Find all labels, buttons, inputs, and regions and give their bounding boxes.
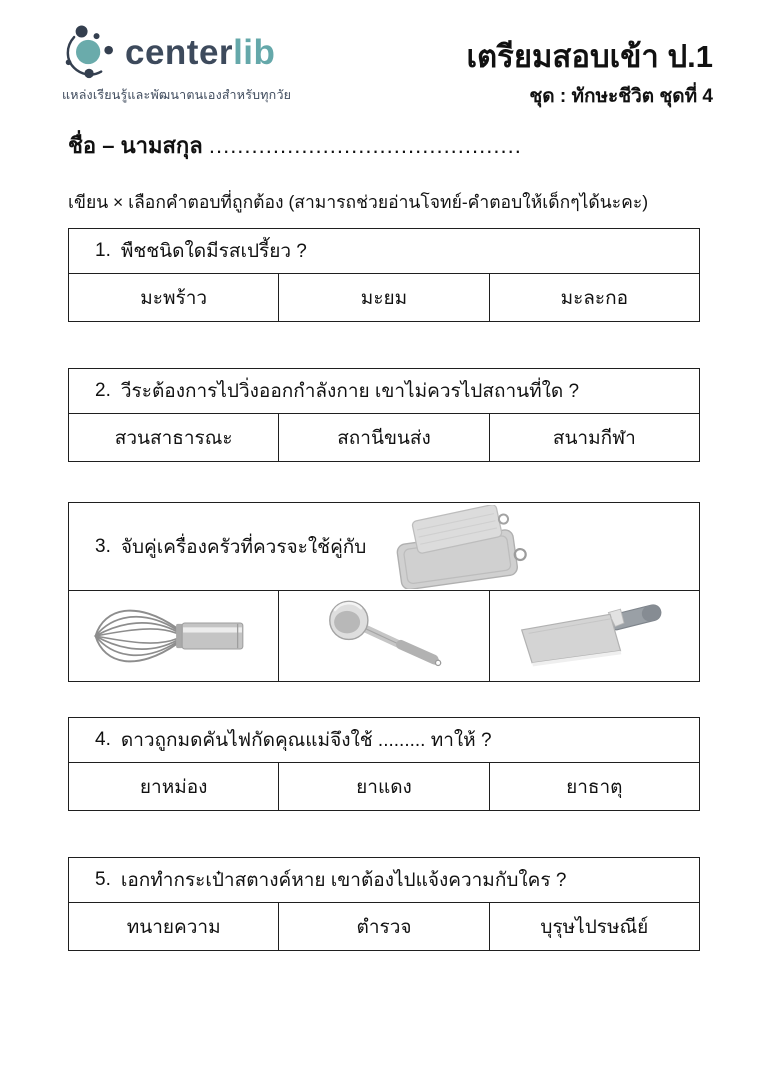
- ladle-image: [296, 597, 471, 675]
- question-3-number: 3.: [95, 535, 111, 557]
- question-4-number: 4.: [95, 729, 111, 750]
- orbit-dots-logo-icon: [62, 24, 118, 80]
- q2-answer-cell-1[interactable]: สวนสาธารณะ: [69, 414, 279, 461]
- question-2-label: [69, 369, 699, 414]
- brand-center: center: [125, 32, 234, 72]
- name-line: [68, 128, 522, 163]
- question-4-label: [69, 718, 699, 763]
- question-1-label: [69, 229, 699, 274]
- name-label: ชื่อ – นามสกุล: [68, 133, 203, 158]
- brand-lib: lib: [233, 32, 276, 72]
- q2-answer-cell-3[interactable]: สนามกีฬา: [552, 427, 636, 449]
- q4-answer-cell-2[interactable]: ยาแดง: [279, 763, 489, 810]
- q5-answer-cell-2[interactable]: ตำรวจ: [279, 903, 489, 950]
- question-4-text: ดาวถูกมดคันไฟกัดคุณแม่จึงใช้ ......... ทาให้ ?: [120, 730, 492, 751]
- q3-answer-cell-cleaver[interactable]: [490, 591, 699, 681]
- q1-answer-cell-2[interactable]: มะยม: [279, 274, 489, 321]
- question-5-label: [69, 858, 699, 903]
- question-2-number: 2.: [95, 380, 111, 401]
- brand-wordmark: [125, 32, 276, 72]
- question-box-1: [68, 228, 700, 322]
- q4-answer-cell-3[interactable]: ยาธาตุ: [566, 776, 623, 798]
- worksheet-title: เตรียมสอบเข้า ป.1: [466, 39, 713, 74]
- q4-answer-cell-1[interactable]: ยาหม่อง: [69, 763, 279, 810]
- question-box-5: [68, 857, 700, 951]
- name-fill-field[interactable]: ............................................: [208, 133, 522, 158]
- question-box-2: [68, 368, 700, 462]
- question-box-4: [68, 717, 700, 811]
- question-3-text: จับคู่เครื่องครัวที่ควรจะใช้คู่กับ: [120, 536, 367, 558]
- question-1-number: 1.: [95, 240, 111, 261]
- q5-answer-cell-1[interactable]: ทนายความ: [69, 903, 279, 950]
- cutting-boards-image: [380, 505, 545, 589]
- worksheet-subtitle: ชุด : ทักษะชีวิต ชุดที่ 4: [529, 85, 713, 107]
- instruction-text: เขียน × เลือกคำตอบที่ถูกต้อง (สามารถช่วยอ่านโจทย์-คำตอบให้เด็กๆได้นะคะ): [68, 192, 649, 212]
- question-box-3: [68, 502, 700, 682]
- q1-answer-cell-3[interactable]: มะละกอ: [560, 287, 629, 309]
- logo: [62, 24, 291, 105]
- title-block: [466, 38, 713, 111]
- q3-answer-cell-whisk[interactable]: [69, 591, 279, 681]
- question-2-text: วีระต้องการไปวิ่งออกกำลังกาย เขาไม่ควรไปสถานที่ใด ?: [120, 381, 580, 402]
- question-5-number: 5.: [95, 869, 111, 890]
- cleaver-knife-image: [507, 597, 682, 675]
- q5-answer-cell-3[interactable]: บุรุษไปรษณีย์: [540, 916, 649, 938]
- q3-answer-cell-ladle[interactable]: [279, 591, 489, 681]
- whisk-image: [86, 597, 261, 675]
- q2-answer-cell-2[interactable]: สถานีขนส่ง: [279, 414, 489, 461]
- q1-answer-cell-1[interactable]: มะพร้าว: [69, 274, 279, 321]
- question-5-text: เอกทำกระเป๋าสตางค์หาย เขาต้องไปแจ้งความกับใคร ?: [120, 870, 567, 891]
- brand-tagline: แหล่งเรียนรู้และพัฒนาตนเองสำหรับทุกวัย: [62, 88, 292, 102]
- question-1-text: พืชชนิดใดมีรสเปรี้ยว ?: [120, 241, 307, 262]
- question-3-label: [69, 503, 699, 591]
